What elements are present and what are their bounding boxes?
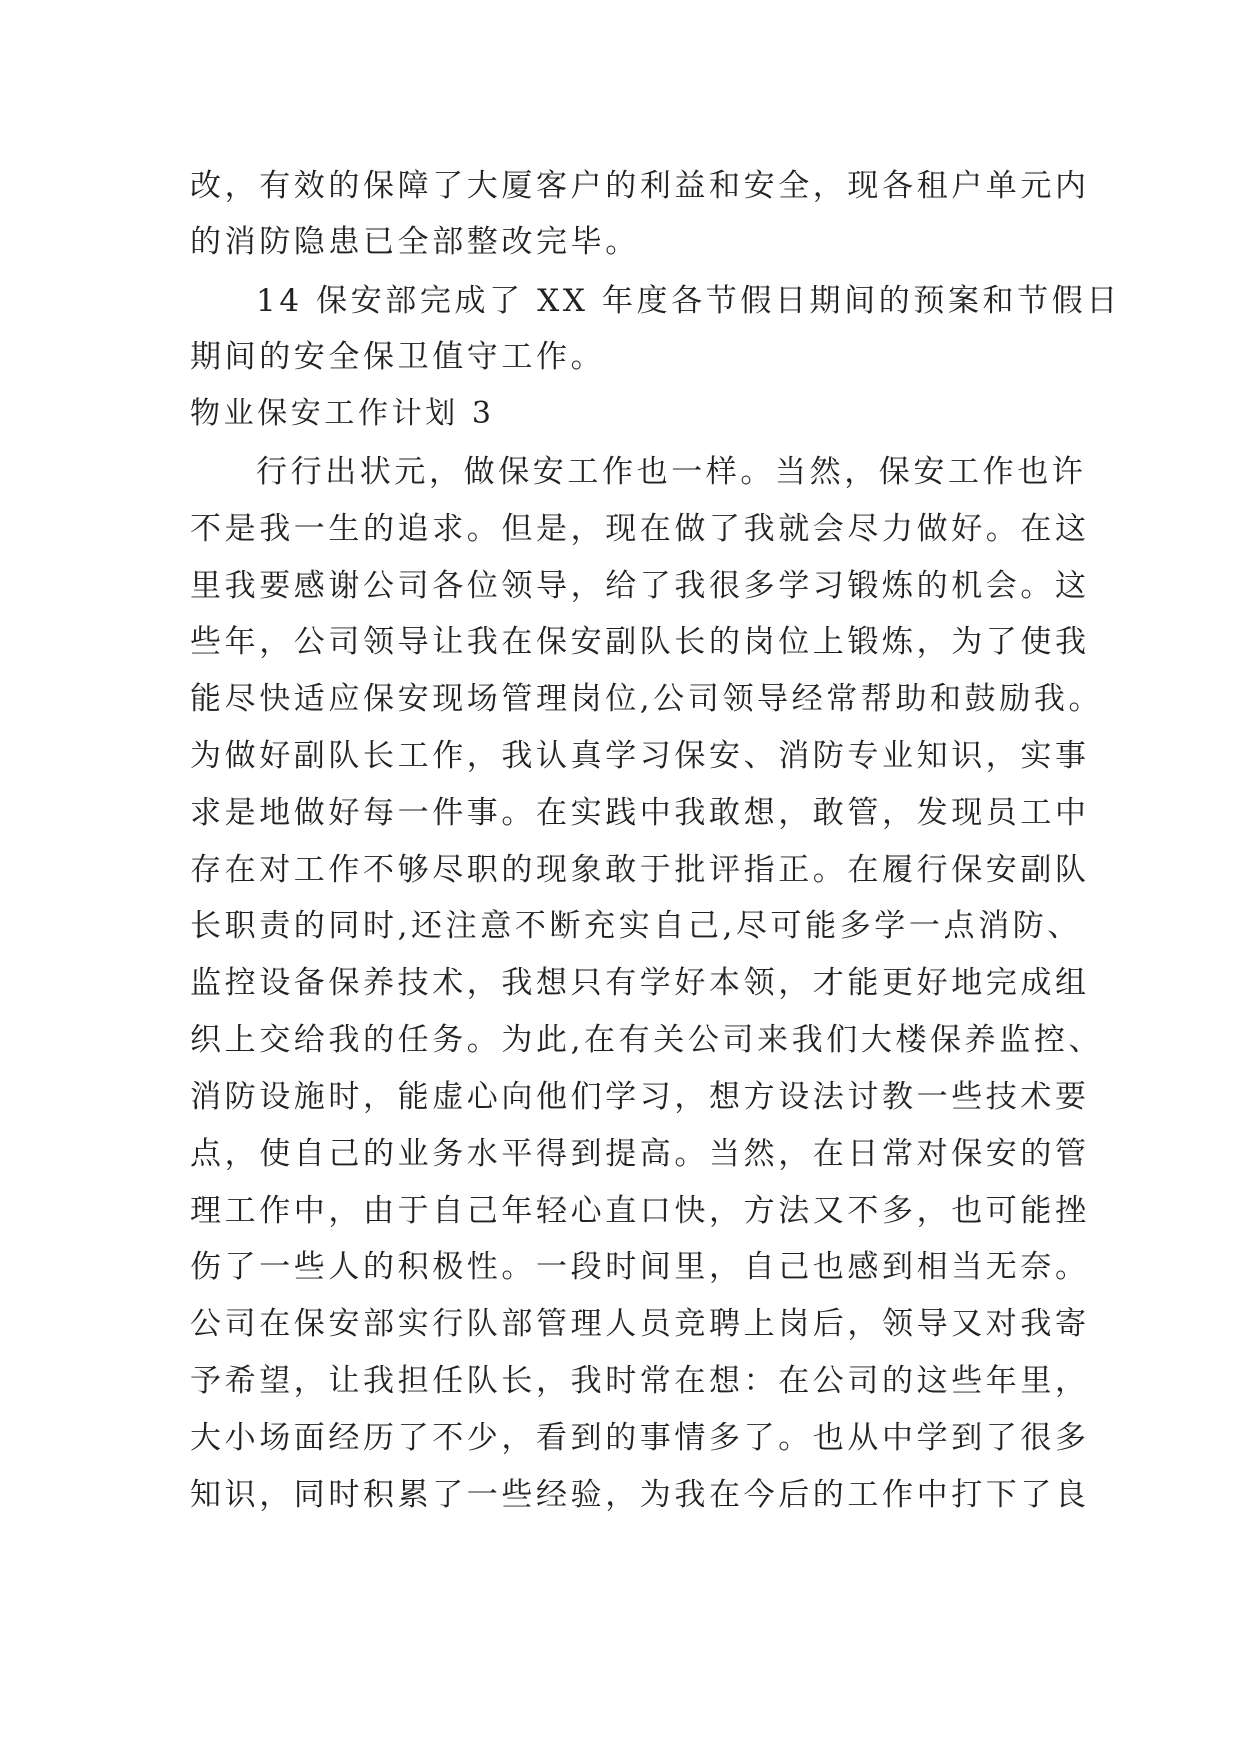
text-line: 监控设备保养技术，我想只有学好本领，才能更好地完成组 xyxy=(190,965,1090,1001)
text-line: 存在对工作不够尽职的现象敢于批评指正。在履行保安副队 xyxy=(190,852,1090,888)
text-line: 知识，同时积累了一些经验，为我在今后的工作中打下了良 xyxy=(190,1477,1090,1513)
text-line: 理工作中，由于自己年轻心直口快，方法又不多，也可能挫 xyxy=(190,1193,1090,1229)
text-line: 长职责的同时,还注意不断充实自己,尽可能多学一点消防、 xyxy=(190,908,1082,944)
text-line: 期间的安全保卫值守工作。 xyxy=(190,339,606,375)
text-line: 伤了一些人的积极性。一段时间里，自己也感到相当无奈。 xyxy=(190,1249,1090,1285)
text-line: 予希望，让我担任队长，我时常在想：在公司的这些年里， xyxy=(190,1363,1090,1399)
text-line: 求是地做好每一件事。在实践中我敢想，敢管，发现员工中 xyxy=(190,795,1090,831)
text-line: 公司在保安部实行队部管理人员竞聘上岗后，领导又对我寄 xyxy=(190,1306,1090,1342)
text-line: 能尽快适应保安现场管理岗位,公司领导经常帮助和鼓励我。 xyxy=(190,681,1104,717)
text-line: 的消防隐患已全部整改完毕。 xyxy=(190,224,640,260)
text-line: 改，有效的保障了大厦客户的利益和安全，现各租户单元内 xyxy=(190,168,1090,204)
text-line: 行行出状元，做保安工作也一样。当然，保安工作也许 xyxy=(256,454,1087,490)
text-line: 点，使自己的业务水平得到提高。当然，在日常对保安的管 xyxy=(190,1136,1090,1172)
text-line: 不是我一生的追求。但是，现在做了我就会尽力做好。在这 xyxy=(190,511,1090,547)
text-line: 为做好副队长工作，我认真学习保安、消防专业知识，实事 xyxy=(190,738,1090,774)
section-heading: 物业保安工作计划 3 xyxy=(190,396,495,431)
text-line: 里我要感谢公司各位领导，给了我很多学习锻炼的机会。这 xyxy=(190,568,1090,604)
text-line: 14 保安部完成了 XX 年度各节假日期间的预案和节假日 xyxy=(256,283,1121,319)
text-line: 些年，公司领导让我在保安副队长的岗位上锻炼，为了使我 xyxy=(190,624,1090,660)
text-line: 消防设施时，能虚心向他们学习，想方设法讨教一些技术要 xyxy=(190,1079,1090,1115)
text-line: 大小场面经历了不少，看到的事情多了。也从中学到了很多 xyxy=(190,1420,1090,1456)
text-line: 织上交给我的任务。为此,在有关公司来我们大楼保养监控、 xyxy=(190,1022,1104,1058)
